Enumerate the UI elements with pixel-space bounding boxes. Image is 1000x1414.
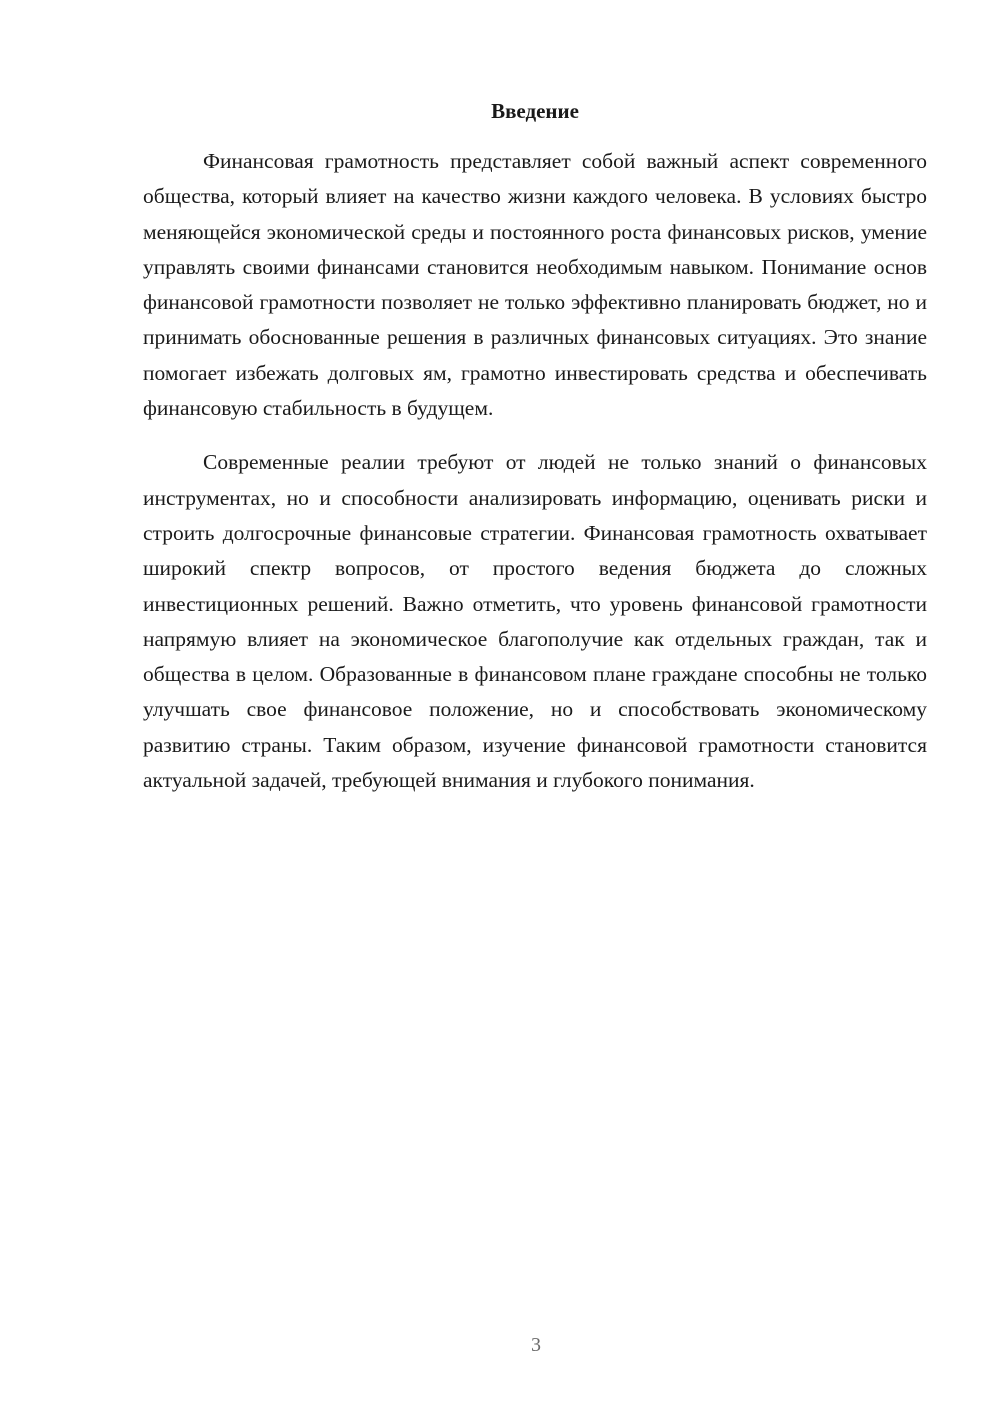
section-heading: Введение bbox=[491, 99, 579, 123]
paragraph-1: Финансовая грамотность представляет собой важный аспект современного общества, который влияет на качество жизни каждого человека. В условиях быстро меняющейся экономической среды и постоянного роста финансовых рисков, умение управлять своими финансами становится необходимым навыком. Понимание основ финансовой грамотности позволяет не только эффективно планировать бюджет, но и принимать обоснованные решения в различных финансовых ситуациях. Это знание помогает избежать долговых ям, грамотно инвестировать средства и обеспечивать финансовую стабильность в будущем. bbox=[143, 149, 927, 421]
page-number: 3 bbox=[531, 1334, 541, 1356]
page-content bbox=[143, 96, 927, 798]
paragraph-2: Современные реалии требуют от людей не только знаний о финансовых инструментах, но и способности анализировать информацию, оценивать риски и строить долгосрочные финансовые стратегии. Финансовая грамотность охватывает широкий спектр вопросов, от простого ведения бюджета до сложных инвестиционных решений. Важно отметить, что уровень финансовой грамотности напрямую влияет на экономическое благополучие как отдельных граждан, так и общества в целом. Образованные в финансовом плане граждане способны не только улучшать свое финансовое положение, но и способствовать экономическому развитию страны. Таким образом, изучение финансовой грамотности становится актуальной задачей, требующей внимания и глубокого понимания. bbox=[143, 450, 927, 793]
